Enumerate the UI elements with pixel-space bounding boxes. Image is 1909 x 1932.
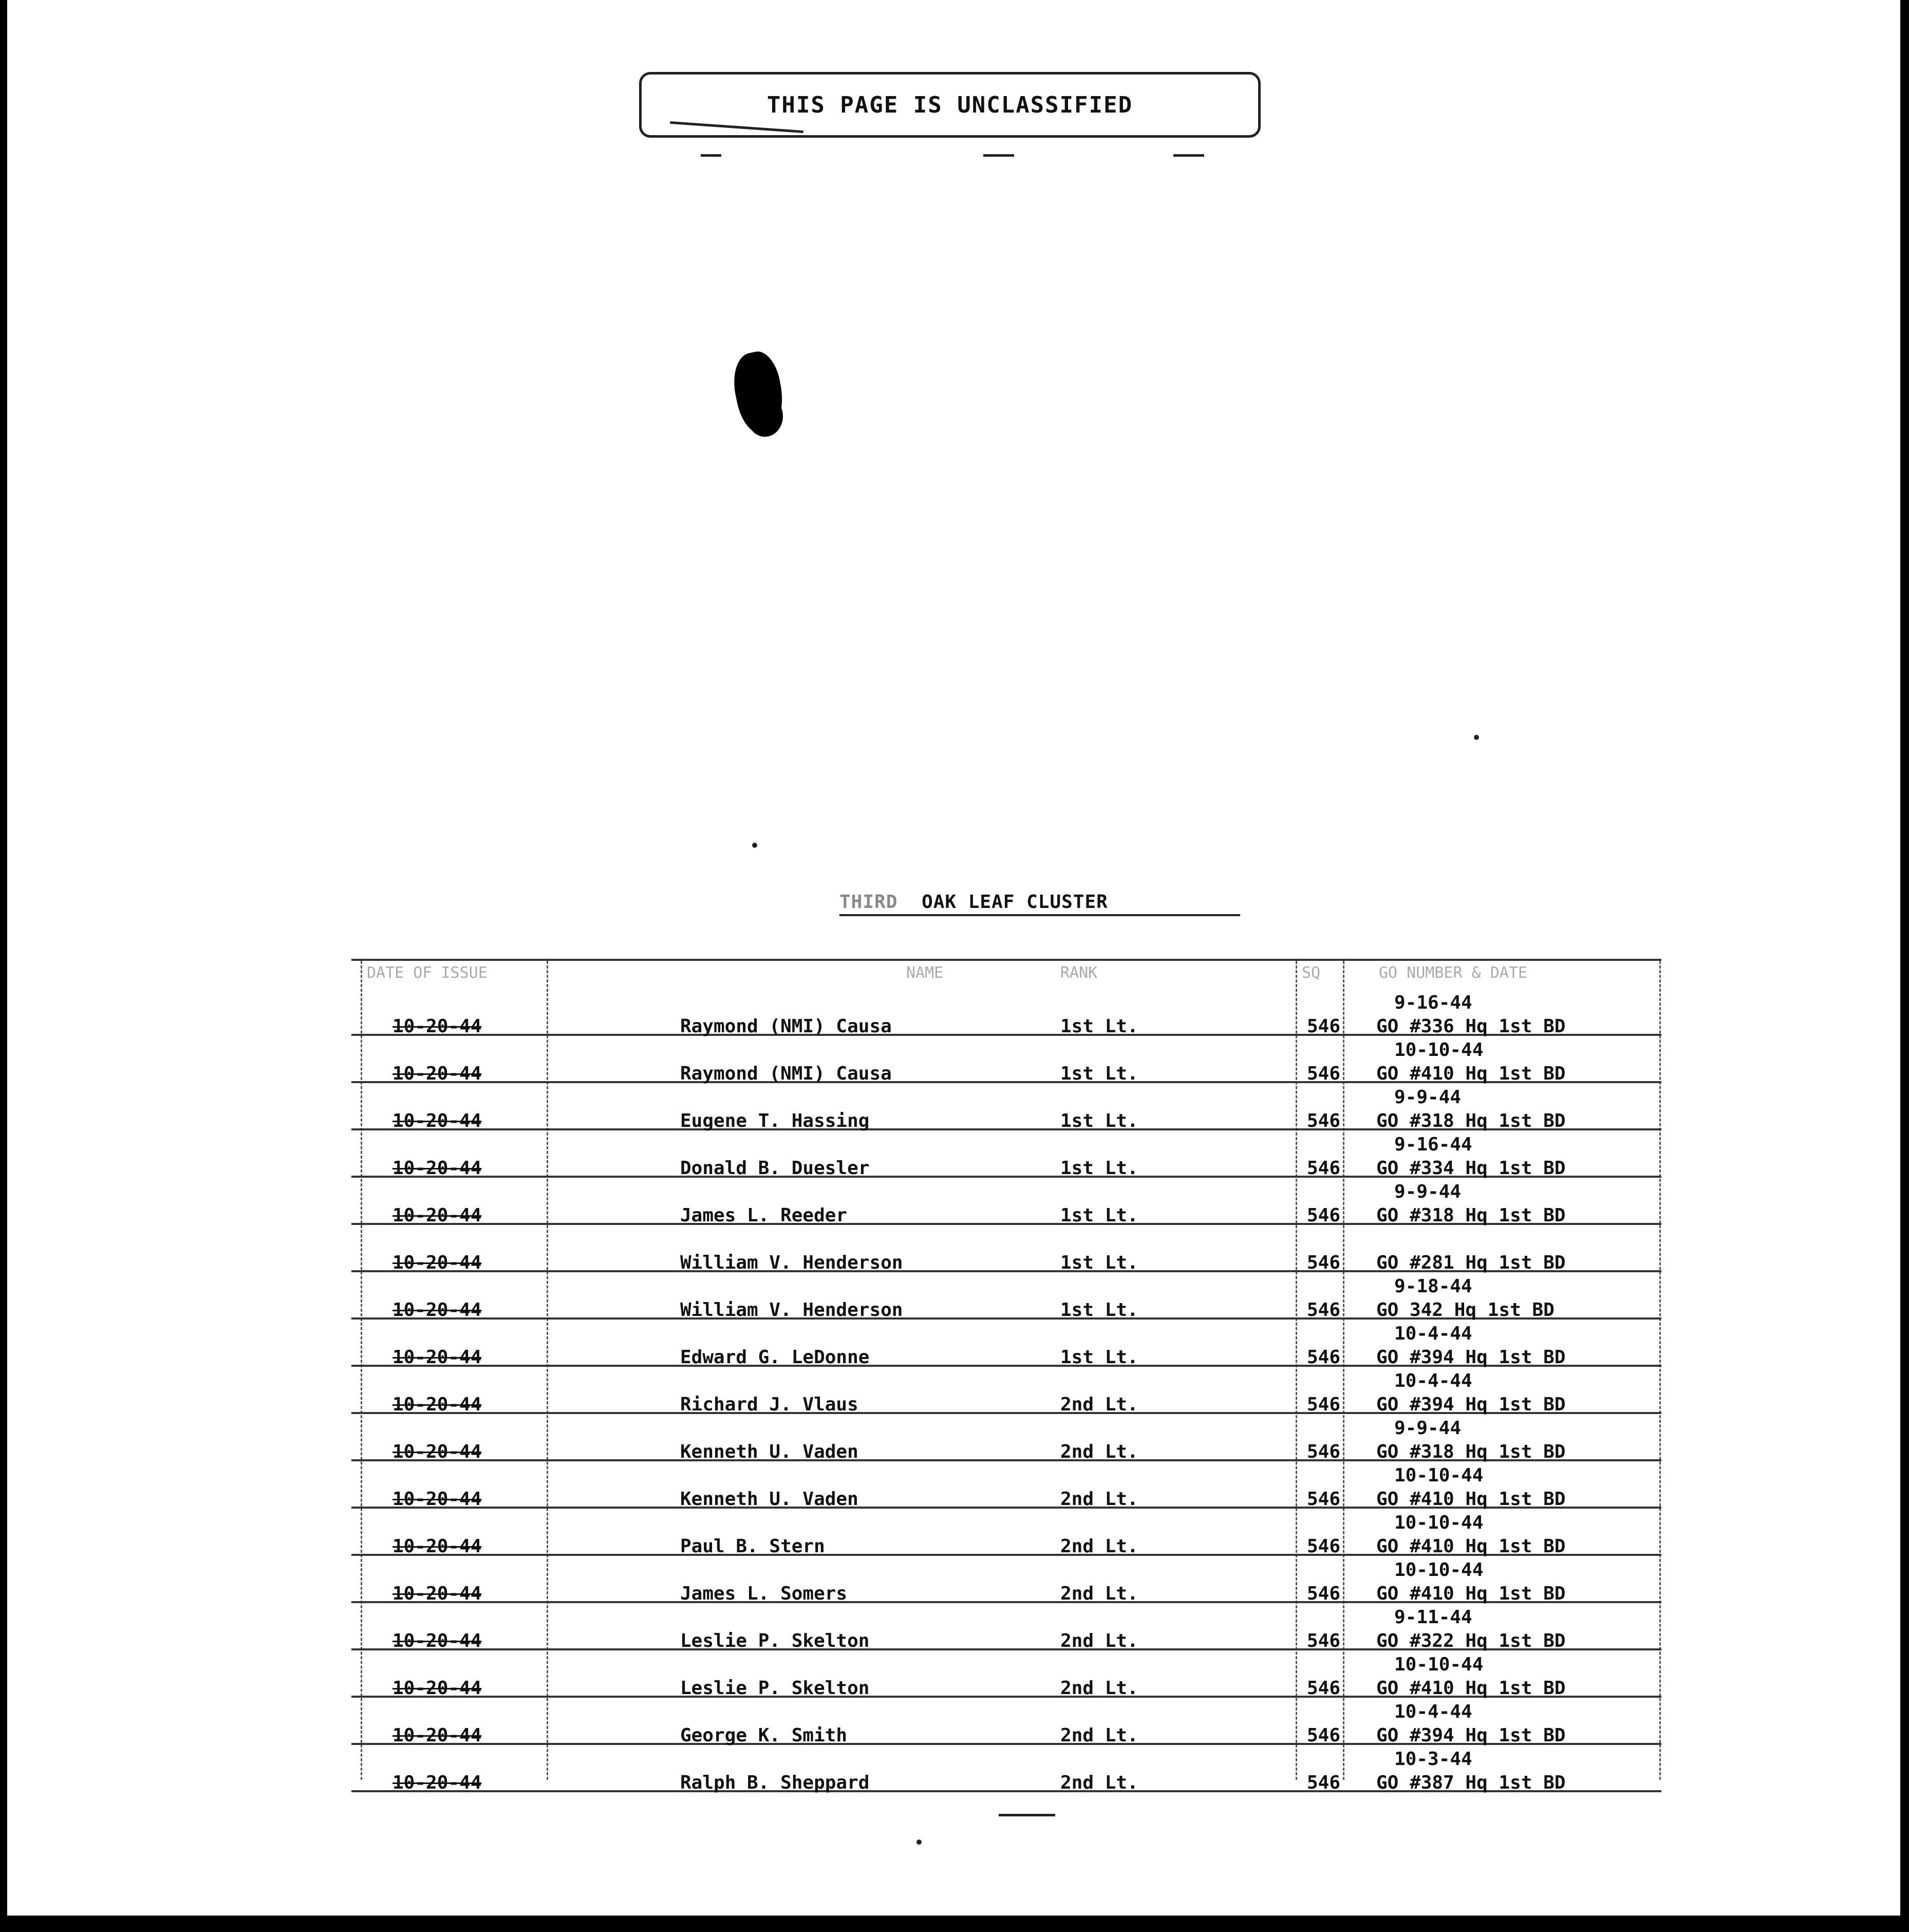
row-name: Leslie P. Skelton	[680, 1678, 870, 1699]
header-name: NAME	[906, 964, 944, 982]
row-name: William V. Henderson	[680, 1299, 903, 1321]
row-rank: 2nd Lt.	[1060, 1772, 1138, 1793]
row-rank: 1st Lt.	[1060, 1252, 1138, 1273]
row-date: 10-20-44	[392, 1016, 482, 1037]
row-go-date: 9-9-44	[1394, 1087, 1462, 1108]
row-go-date: 9-16-44	[1394, 1134, 1472, 1155]
table-row	[351, 1081, 1661, 1130]
row-unit: 546	[1307, 1725, 1341, 1746]
row-go-number: GO #410 Hq 1st BD	[1376, 1536, 1566, 1557]
table-row	[351, 1365, 1661, 1414]
row-name: Ralph B. Sheppard	[680, 1772, 870, 1793]
header-rank: RANK	[1060, 964, 1098, 982]
row-go-date: 9-16-44	[1394, 992, 1472, 1013]
row-unit: 546	[1307, 1016, 1341, 1037]
row-date: 10-20-44	[392, 1110, 482, 1131]
row-unit: 546	[1307, 1347, 1341, 1368]
row-go-number: GO #394 Hq 1st BD	[1376, 1394, 1566, 1415]
header-date: DATE OF ISSUE	[367, 964, 488, 982]
award-title-prefix: THIRD	[839, 891, 898, 913]
table-row	[351, 987, 1661, 1036]
award-table	[351, 959, 1661, 1793]
row-unit: 546	[1307, 1583, 1341, 1604]
row-rank: 2nd Lt.	[1060, 1394, 1138, 1415]
row-name: James L. Reeder	[680, 1205, 848, 1226]
row-go-number: GO #318 Hq 1st BD	[1376, 1110, 1566, 1131]
ink-speck	[916, 1840, 922, 1845]
row-unit: 546	[1307, 1063, 1341, 1084]
row-go-date: 10-10-44	[1394, 1559, 1484, 1581]
row-date: 10-20-44	[392, 1158, 482, 1179]
row-go-date: 9-18-44	[1394, 1276, 1472, 1297]
table-row	[351, 1459, 1661, 1509]
row-rank: 2nd Lt.	[1060, 1536, 1138, 1557]
row-go-date: 10-10-44	[1394, 1465, 1484, 1486]
row-rank: 2nd Lt.	[1060, 1489, 1138, 1510]
row-rank: 1st Lt.	[1060, 1110, 1138, 1131]
row-unit: 546	[1307, 1394, 1341, 1415]
row-rank: 2nd Lt.	[1060, 1725, 1138, 1746]
row-date: 10-20-44	[392, 1536, 482, 1557]
table-row	[351, 1743, 1661, 1792]
ink-speck	[1474, 735, 1479, 740]
row-go-number: GO #318 Hq 1st BD	[1376, 1441, 1566, 1462]
row-go-date: 9-9-44	[1394, 1418, 1462, 1439]
row-rank: 1st Lt.	[1060, 1158, 1138, 1179]
row-rank: 2nd Lt.	[1060, 1441, 1138, 1462]
row-date: 10-20-44	[392, 1678, 482, 1699]
row-name: Leslie P. Skelton	[680, 1630, 870, 1651]
row-name: Raymond (NMI) Causa	[680, 1016, 892, 1037]
scan-edge	[0, 1917, 1909, 1932]
table-header	[351, 961, 1661, 987]
row-date: 10-20-44	[392, 1063, 482, 1084]
header-go: GO NUMBER & DATE	[1379, 964, 1527, 982]
row-go-number: GO #387 Hq 1st BD	[1376, 1772, 1566, 1793]
table-row	[351, 1507, 1661, 1556]
row-date: 10-20-44	[392, 1630, 482, 1651]
table-row	[351, 1223, 1661, 1272]
row-name: Donald B. Duesler	[680, 1158, 870, 1179]
row-rank: 2nd Lt.	[1060, 1678, 1138, 1699]
row-unit: 546	[1307, 1678, 1341, 1699]
ink-speck	[752, 843, 757, 848]
row-unit: 546	[1307, 1536, 1341, 1557]
row-go-number: GO #410 Hq 1st BD	[1376, 1063, 1566, 1084]
row-date: 10-20-44	[392, 1441, 482, 1462]
table-row	[351, 1176, 1661, 1225]
table-row	[351, 1128, 1661, 1178]
document-page	[7, 0, 1900, 1916]
row-date: 10-20-44	[392, 1394, 482, 1415]
row-name: Eugene T. Hassing	[680, 1110, 870, 1131]
row-go-number: GO #336 Hq 1st BD	[1376, 1016, 1566, 1037]
row-go-date: 10-4-44	[1394, 1370, 1472, 1391]
row-go-number: GO #410 Hq 1st BD	[1376, 1583, 1566, 1604]
row-go-number: GO #410 Hq 1st BD	[1376, 1678, 1566, 1699]
row-date: 10-20-44	[392, 1725, 482, 1746]
row-go-date: 9-11-44	[1394, 1607, 1472, 1628]
table-row	[351, 1696, 1661, 1745]
row-go-date: 9-9-44	[1394, 1181, 1462, 1202]
award-title-text: OAK LEAF CLUSTER	[922, 891, 1108, 913]
row-go-date: 10-10-44	[1394, 1654, 1484, 1675]
ink-blot	[747, 396, 783, 437]
row-go-date: 10-3-44	[1394, 1749, 1472, 1770]
row-go-number: GO #322 Hq 1st BD	[1376, 1630, 1566, 1651]
row-date: 10-20-44	[392, 1489, 482, 1510]
table-row	[351, 1317, 1661, 1367]
row-name: Kenneth U. Vaden	[680, 1489, 858, 1510]
row-rank: 1st Lt.	[1060, 1063, 1138, 1084]
row-go-date: 10-4-44	[1394, 1701, 1472, 1722]
row-go-date: 10-10-44	[1394, 1512, 1484, 1533]
row-date: 10-20-44	[392, 1772, 482, 1793]
classification-text: THIS PAGE IS UNCLASSIFIED	[766, 91, 1133, 118]
footer-mark	[999, 1814, 1055, 1816]
row-unit: 546	[1307, 1489, 1341, 1510]
row-unit: 546	[1307, 1158, 1341, 1179]
row-unit: 546	[1307, 1630, 1341, 1651]
row-unit: 546	[1307, 1205, 1341, 1226]
row-go-number: GO #281 Hq 1st BD	[1376, 1252, 1566, 1273]
row-date: 10-20-44	[392, 1252, 482, 1273]
table-row	[351, 1554, 1661, 1603]
stray-mark	[983, 154, 1014, 157]
row-go-number: GO #318 Hq 1st BD	[1376, 1205, 1566, 1226]
row-rank: 1st Lt.	[1060, 1016, 1138, 1037]
row-name: Paul B. Stern	[680, 1536, 825, 1557]
row-go-number: GO #334 Hq 1st BD	[1376, 1158, 1566, 1179]
row-rank: 2nd Lt.	[1060, 1583, 1138, 1604]
row-rank: 2nd Lt.	[1060, 1630, 1138, 1651]
row-rank: 1st Lt.	[1060, 1347, 1138, 1368]
row-go-date: 10-10-44	[1394, 1039, 1484, 1061]
row-go-date: 10-4-44	[1394, 1323, 1472, 1344]
row-unit: 546	[1307, 1441, 1341, 1462]
row-name: George K. Smith	[680, 1725, 848, 1746]
row-rank: 1st Lt.	[1060, 1299, 1138, 1321]
stray-mark	[701, 154, 721, 157]
row-date: 10-20-44	[392, 1583, 482, 1604]
row-date: 10-20-44	[392, 1347, 482, 1368]
row-go-number: GO #394 Hq 1st BD	[1376, 1725, 1566, 1746]
stray-mark	[1173, 154, 1204, 157]
row-unit: 546	[1307, 1110, 1341, 1131]
row-go-number: GO #410 Hq 1st BD	[1376, 1489, 1566, 1510]
table-row	[351, 1412, 1661, 1461]
row-name: Kenneth U. Vaden	[680, 1441, 858, 1462]
table-row	[351, 1648, 1661, 1698]
row-unit: 546	[1307, 1252, 1341, 1273]
row-name: William V. Henderson	[680, 1252, 903, 1273]
row-name: Raymond (NMI) Causa	[680, 1063, 892, 1084]
header-unit: SQ	[1302, 964, 1321, 982]
award-title	[839, 891, 1240, 916]
table-row	[351, 1034, 1661, 1083]
table-row	[351, 1270, 1661, 1320]
row-rank: 1st Lt.	[1060, 1205, 1138, 1226]
row-name: Richard J. Vlaus	[680, 1394, 858, 1415]
table-row	[351, 1601, 1661, 1650]
row-go-number: GO 342 Hq 1st BD	[1376, 1299, 1555, 1321]
row-date: 10-20-44	[392, 1299, 482, 1321]
row-go-number: GO #394 Hq 1st BD	[1376, 1347, 1566, 1368]
row-name: Edward G. LeDonne	[680, 1347, 870, 1368]
row-name: James L. Somers	[680, 1583, 848, 1604]
row-unit: 546	[1307, 1299, 1341, 1321]
row-date: 10-20-44	[392, 1205, 482, 1226]
row-unit: 546	[1307, 1772, 1341, 1793]
